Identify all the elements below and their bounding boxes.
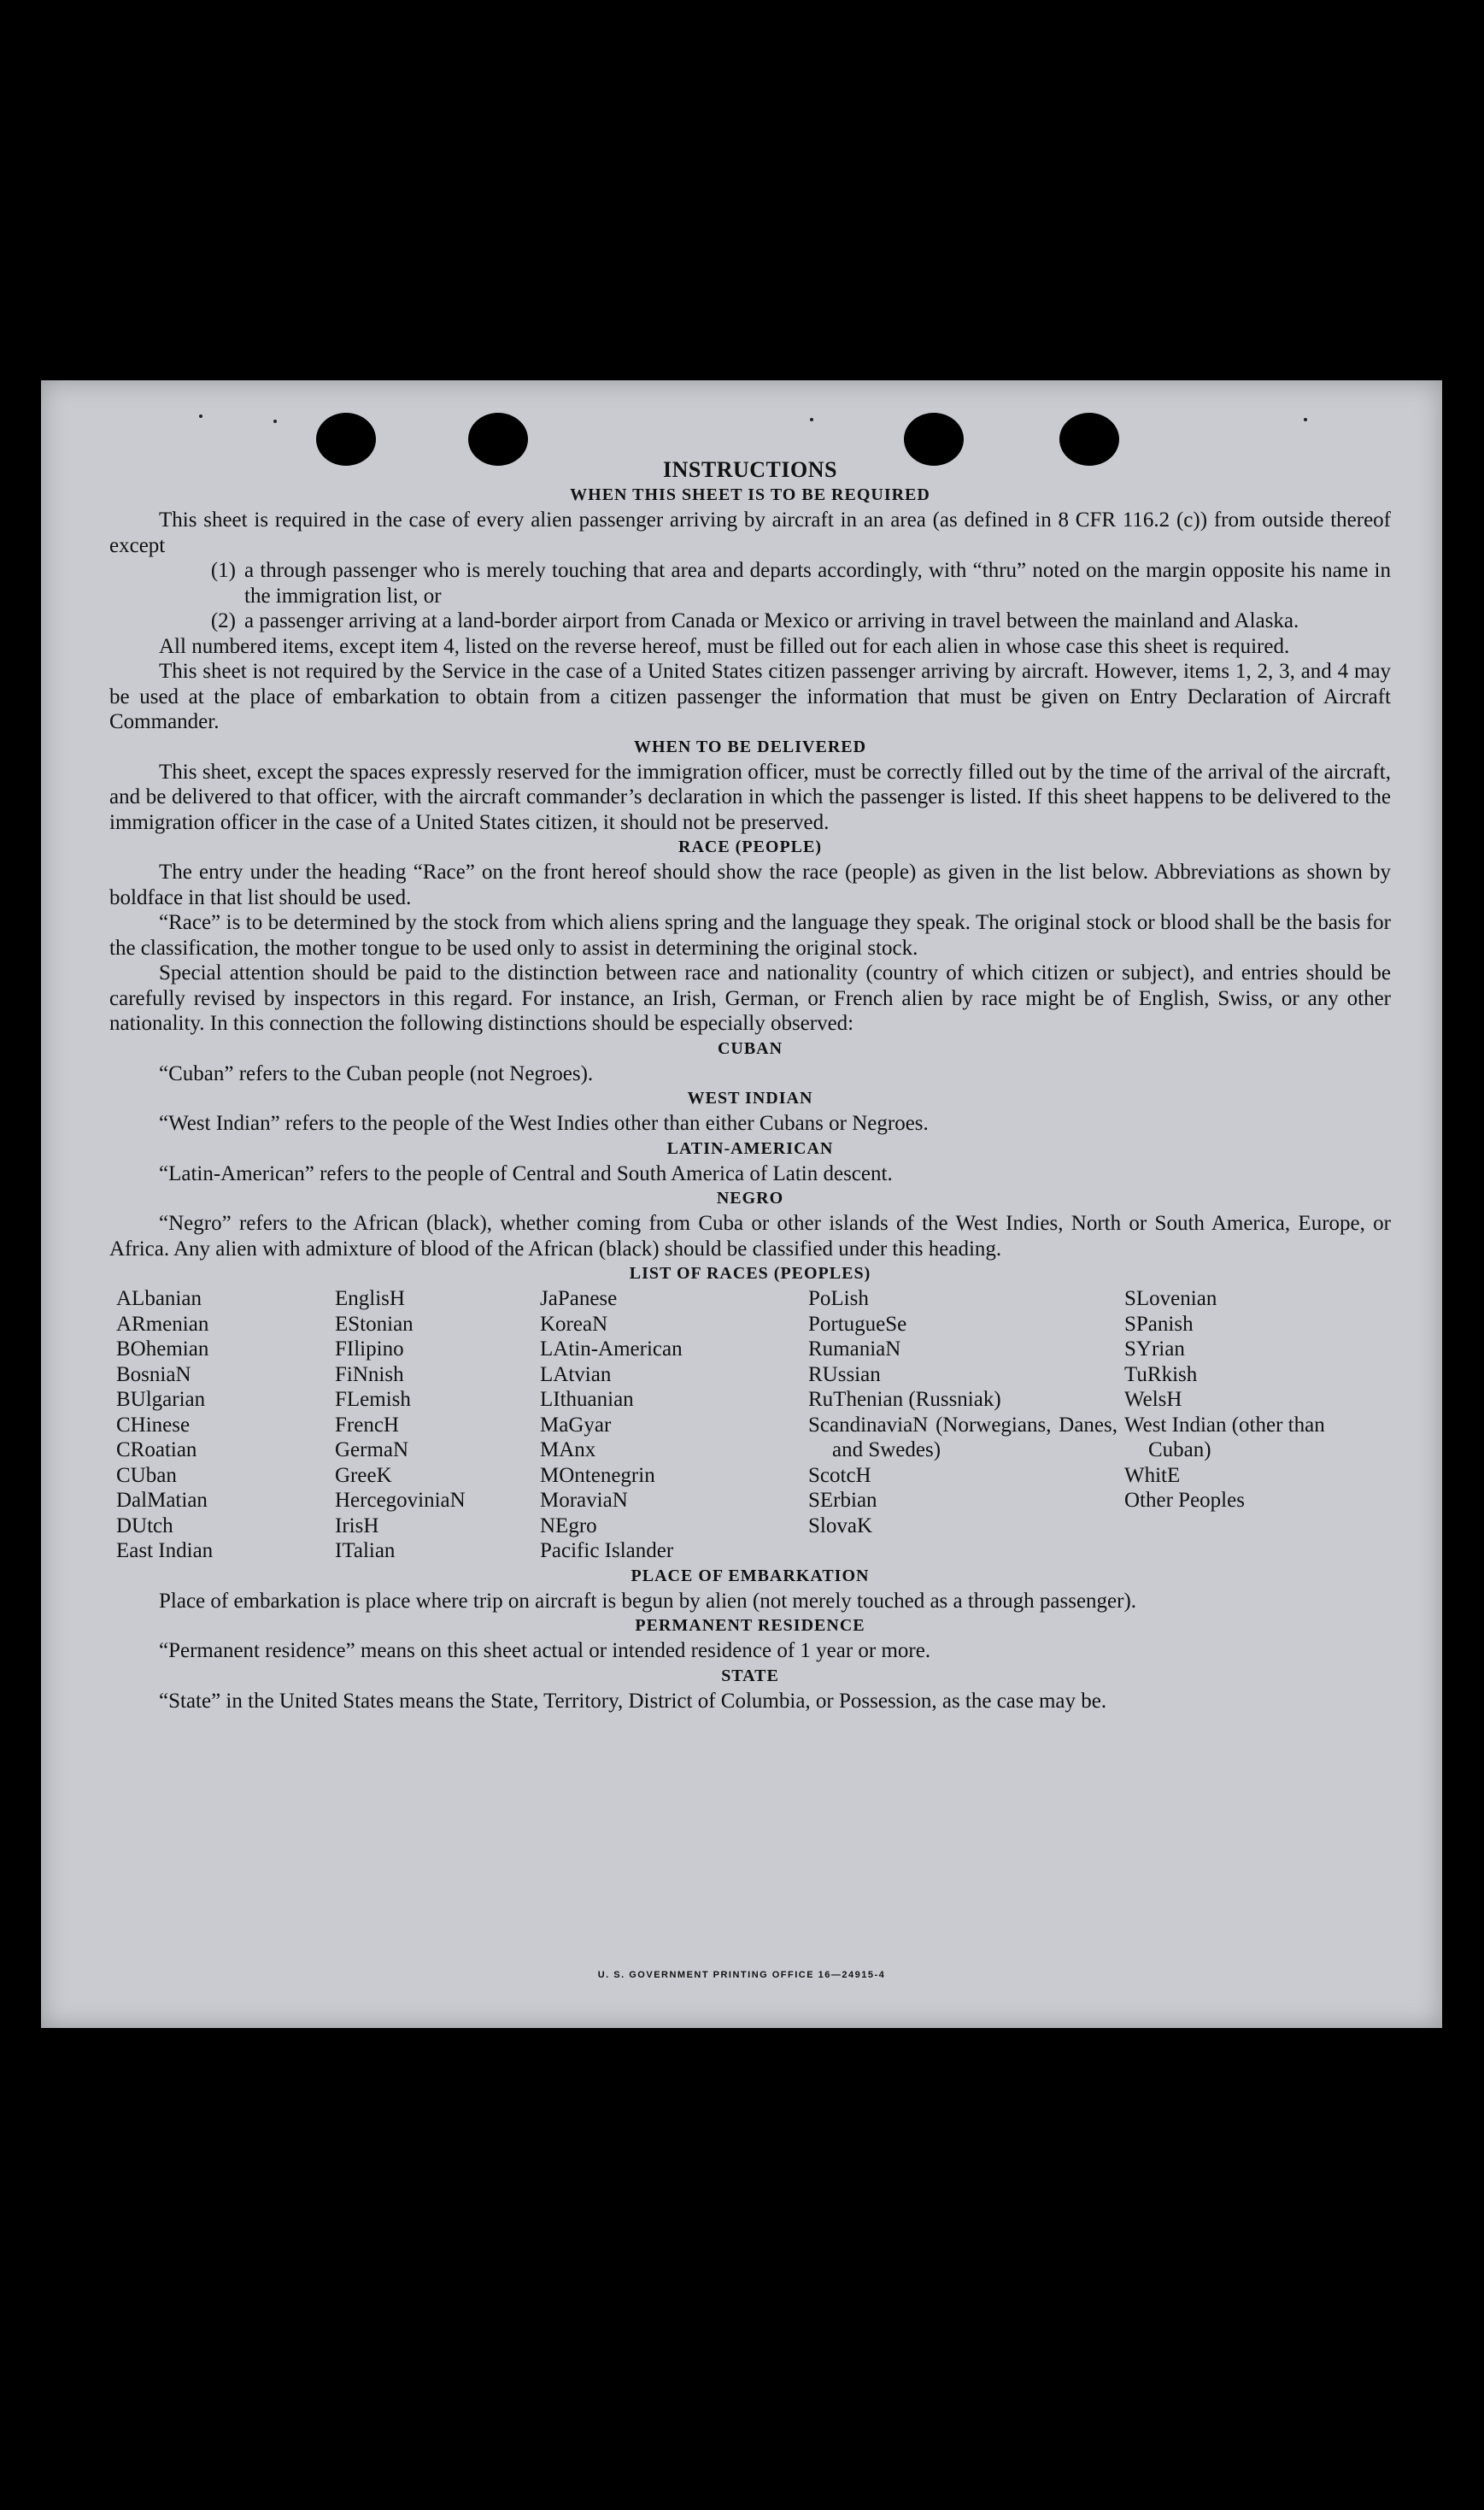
race-entry: GermaN — [335, 1438, 409, 1461]
residence-text: “Permanent residence” means on this sheet actual or intended residence of 1 year or more. — [159, 1639, 931, 1662]
race-entry: SYrian — [1124, 1337, 1185, 1361]
when-delivered-text: This sheet, except the spaces expressly reserved for the immigration officer, must be correctly filled out by the time of the arrival of the aircraft, and be delivered to that officer, with the aircraft commander’s declaration in which the passenger is listed. If this sheet happens to be delivered to the immigration officer in the case of a United States citizen, it should not be preserved. — [109, 760, 1391, 834]
race-entry: LAtin-American — [540, 1337, 683, 1361]
latin-american-text: “Latin-American” refers to the people of Central and South America of Latin descent. — [159, 1161, 893, 1185]
race-entry: ITalian — [335, 1539, 396, 1562]
race-entry: KoreaN — [540, 1312, 608, 1336]
state-text: “State” in the United States means the State, Territory, District of Columbia, or Possession, as the case may be. — [159, 1689, 1107, 1713]
race-entry: GreeK — [335, 1463, 392, 1487]
race-column-5 — [1124, 1286, 1364, 1564]
race-entry: BOhemian — [116, 1337, 209, 1361]
cuban-text: “Cuban” refers to the Cuban people (not Negroes). — [159, 1061, 594, 1085]
speck — [1304, 418, 1307, 421]
race-entry: SLovenian — [1124, 1287, 1217, 1310]
race-entry: LAtvian — [540, 1362, 612, 1386]
race-entry: NEgro — [540, 1514, 597, 1537]
race-entry: TuRkish — [1124, 1362, 1198, 1386]
race-entry: DalMatian — [116, 1489, 208, 1512]
race-entry: Pacific Islander — [540, 1539, 674, 1562]
section-heading-when-required: WHEN THIS SHEET IS TO BE REQUIRED — [570, 485, 930, 504]
race-entry: DUtch — [116, 1514, 173, 1537]
race-column-4 — [808, 1286, 1124, 1564]
numbered-items-paragraph: All numbered items, except item 4, listed on the reverse hereof, must be filled out for each alien in whose case this sheet is required. — [159, 634, 1290, 658]
section-heading-when-delivered: WHEN TO BE DELIVERED — [633, 737, 867, 756]
printing-office-footer: U. S. GOVERNMENT PRINTING OFFICE 16—24915-4 — [597, 1970, 886, 1980]
race-entry: Other Peoples — [1124, 1489, 1245, 1512]
section-heading-latin-american: LATIN-AMERICAN — [666, 1138, 834, 1158]
race-entry: PortugueSe — [808, 1312, 907, 1336]
race-entry: LIthuanian — [540, 1388, 634, 1411]
section-heading-residence: PERMANENT RESIDENCE — [635, 1616, 865, 1635]
race-entry: CHinese — [116, 1413, 191, 1437]
speck — [810, 418, 813, 421]
exception-item — [109, 608, 1391, 634]
race-entry: WhitE — [1124, 1463, 1181, 1487]
race-entry: FIlipino — [335, 1337, 404, 1361]
race-entry: CRoatian — [116, 1438, 197, 1461]
race-paragraph-2: “Race” is to be determined by the stock from which aliens spring and the language they speak. The original stock or blood shall be the basis for the classification, the mother tongue to be used only to assist in determining the original stock. — [109, 911, 1391, 960]
race-paragraph-1: The entry under the heading “Race” on the front hereof should show the race (people) as given in the list below. Abbreviations as shown by boldface in that list should be used. — [109, 861, 1391, 909]
section-heading-cuban: CUBAN — [717, 1038, 783, 1058]
race-entry: ScotcH — [808, 1463, 871, 1487]
races-list — [116, 1286, 1391, 1564]
race-entry: BUlgarian — [116, 1388, 206, 1411]
page-title: INSTRUCTIONS — [663, 457, 837, 482]
race-entry: PoLish — [808, 1287, 869, 1310]
negro-text: “Negro” refers to the African (black), whether coming from Cuba or other islands of the West Indies, North or South America, Europe, or Africa. Any alien with admixture of blood of the African (black) should be classified under this heading. — [109, 1212, 1391, 1261]
section-heading-state: STATE — [721, 1666, 779, 1685]
race-entry: HercegoviniaN — [335, 1489, 466, 1512]
exception-number: (1) — [210, 559, 236, 582]
exception-item — [109, 558, 1391, 608]
race-entry: MoraviaN — [540, 1489, 628, 1512]
race-entry: RuThenian (Russniak) — [808, 1388, 1001, 1411]
race-entry: CUban — [116, 1463, 177, 1487]
race-entry: WelsH — [1124, 1388, 1182, 1411]
citizen-paragraph: This sheet is not required by the Service in the case of a United States citizen passenger arriving by aircraft. However, items 1, 2, 3, and 4 may be used at the place of embarkation to obtain from a citizen passenger the information that must be given on Entry Declaration of Aircraft Commander. — [109, 660, 1391, 733]
race-entry: SlovaK — [808, 1514, 872, 1537]
race-entry: FLemish — [335, 1388, 411, 1411]
race-entry: SErbian — [808, 1489, 877, 1512]
section-heading-west-indian: WEST INDIAN — [687, 1089, 813, 1108]
list-of-races-heading: LIST OF RACES (PEOPLES) — [629, 1264, 871, 1283]
when-required-intro: This sheet is required in the case of every alien passenger arriving by aircraft in an area (as defined in 8 CFR 116.2 (c)) from outside thereof except — [109, 508, 1391, 557]
speck — [273, 420, 277, 423]
west-indian-text: “West Indian” refers to the people of the West Indies other than either Cubans or Negroes. — [159, 1112, 929, 1135]
race-entry: ScandinaviaN (Norwegians, Danes, and Swedes) — [808, 1413, 1117, 1461]
race-column-1 — [116, 1286, 335, 1564]
race-entry: ARmenian — [116, 1312, 209, 1336]
race-entry: West Indian (other than Cuban) — [1124, 1413, 1325, 1461]
exception-text: a through passenger who is merely touching that area and departs accordingly, with “thru” noted on the margin opposite his name in the immigration list, or — [244, 559, 1391, 608]
instruction-sheet — [41, 380, 1442, 2028]
race-entry: IrisH — [335, 1514, 379, 1537]
race-column-3 — [540, 1286, 808, 1564]
race-entry: MAnx — [540, 1438, 596, 1461]
section-heading-negro: NEGRO — [716, 1189, 784, 1208]
race-column-2 — [335, 1286, 540, 1564]
race-paragraph-3: Special attention should be paid to the distinction between race and nationality (country of which citizen or subject), and entries should be carefully revised by inspectors in this regard. For instance, an Irish, German, or French alien by race might be of English, Swiss, or any other nationality. In this connection the following distinctions should be especially observed: — [109, 961, 1391, 1035]
race-entry: EStonian — [335, 1312, 414, 1336]
section-heading-embarkation: PLACE OF EMBARKATION — [631, 1566, 870, 1585]
embarkation-text: Place of embarkation is place where trip on aircraft is begun by alien (not merely touched as a through passenger). — [159, 1589, 1137, 1613]
speck — [199, 414, 202, 418]
race-entry: SPanish — [1124, 1312, 1194, 1336]
race-entry: BosniaN — [116, 1362, 191, 1386]
section-heading-race: RACE (PEOPLE) — [678, 838, 822, 856]
race-entry: ALbanian — [116, 1287, 202, 1310]
race-entry: RUssian — [808, 1362, 881, 1386]
race-entry: RumaniaN — [808, 1337, 901, 1361]
race-entry: MOntenegrin — [540, 1463, 655, 1487]
race-entry: MaGyar — [540, 1413, 612, 1437]
exception-number: (2) — [210, 609, 236, 632]
race-entry: FiNnish — [335, 1362, 404, 1386]
race-entry: East Indian — [116, 1539, 214, 1562]
instructions-body — [109, 457, 1391, 1714]
exception-text: a passenger arriving at a land-border airport from Canada or Mexico or arriving in travel between the mainland and Alaska. — [244, 609, 1299, 632]
race-entry: FrencH — [335, 1413, 399, 1437]
race-entry: JaPanese — [540, 1287, 618, 1310]
race-entry: EnglisH — [335, 1287, 405, 1310]
